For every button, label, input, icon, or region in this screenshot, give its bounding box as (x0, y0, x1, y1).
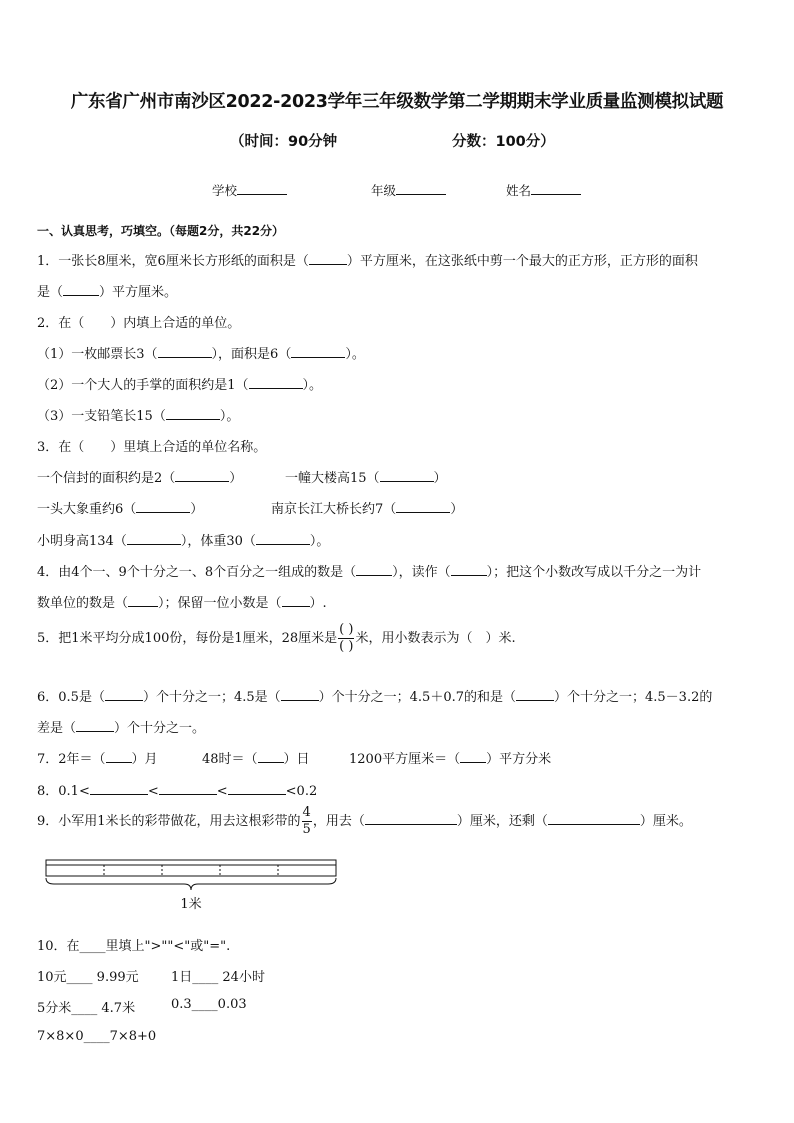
answer-blank (159, 783, 217, 795)
q4-text-f: ）. (309, 596, 327, 611)
question-9 (37, 806, 692, 837)
question-7-middle (202, 748, 310, 767)
q6-text-a: 6．0.5是（ (37, 690, 105, 705)
q8-lt-1: < (147, 784, 159, 799)
question-10-row-2-right: 0.3____0.03 (171, 997, 247, 1012)
section-heading: 一、认真思考，巧填空。（每题2分，共22分） (37, 224, 285, 238)
answer-blank (281, 689, 319, 701)
fraction-denominator: ( ) (339, 639, 354, 654)
q3-r2-text-c: 南京长江大桥长约7（ (271, 502, 397, 517)
q7-text-a: 7．2年＝（ (37, 752, 106, 767)
fraction-denominator: 5 (302, 822, 311, 837)
q9-text-b: ，用去（ (312, 814, 365, 829)
name-blank (531, 182, 581, 195)
q2-p1-text-a: （1）一枚邮票长3（ (37, 347, 158, 362)
q2-p1-text-c: ）。 (345, 347, 365, 362)
q6-text-f: ）个十分之一。 (114, 721, 206, 736)
question-2-part-1 (37, 343, 365, 362)
answer-blank (460, 751, 486, 763)
fraction-numerator: ( ) (339, 622, 354, 637)
q3-r1-text-c: 一幢大楼高15（ (285, 471, 380, 486)
question-3-row-1-right (285, 467, 447, 486)
question-4-line-2 (37, 592, 327, 611)
answer-blank (128, 595, 158, 607)
q3-r2-text-b: ） (190, 502, 204, 517)
q3-r1-text-b: ） (229, 471, 243, 486)
ribbon-outline (46, 860, 336, 876)
q7-text-f: ）平方分米 (486, 752, 552, 767)
question-6-line-1 (37, 686, 712, 705)
q4-text-a: 4．由4个一、9个十分之一、8个百分之一组成的数是（ (37, 565, 357, 580)
question-10-row-2: 5分米____ 4.7米 (37, 1001, 136, 1016)
q1-text-b: ）平方厘米，在这张纸中剪一个最大的正方形，正方形的面积 (346, 254, 698, 269)
q3-r3-text-b: ），体重30（ (180, 534, 256, 549)
q3-r1-text-d: ） (433, 471, 447, 486)
answer-blank (291, 346, 345, 358)
grade-label: 年级 (371, 183, 397, 198)
name-field (506, 181, 581, 199)
q8-lt-2: < (216, 784, 228, 799)
q2-p2-text-a: （2）一个大人的手掌的面积约是1（ (37, 378, 249, 393)
q4-text-b: ），读作（ (392, 565, 451, 580)
q3-r3-text-c: ）。 (309, 534, 330, 549)
fraction-blank (338, 623, 354, 654)
question-3-row-2-right (271, 498, 463, 517)
grade-field (371, 181, 446, 199)
answer-blank (380, 470, 434, 482)
q8-text-a: 8．0.1< (37, 784, 90, 799)
q9-text-a: 9．小军用1米长的彩带做花，用去这根彩带的 (37, 814, 301, 829)
question-10-heading: 10．在____里填上">""<"或"=". (37, 939, 231, 954)
q1-text-d: ）平方厘米。 (99, 285, 178, 300)
ribbon-diagram (44, 856, 344, 918)
question-10-row-3: 7×8×0____7×8+0 (37, 1029, 157, 1044)
q4-text-d: 数单位的数是（ (37, 596, 129, 611)
answer-blank (105, 689, 143, 701)
question-5 (37, 623, 516, 654)
q6-text-c: ）个十分之一；4.5＋0.7的和是（ (318, 690, 516, 705)
question-3-heading: 3．在（ ）里填上合适的单位名称。 (37, 440, 267, 455)
grade-blank (396, 182, 446, 195)
q2-p3-text-a: （3）一支铅笔长15（ (37, 409, 166, 424)
question-3-row-3 (37, 530, 329, 549)
answer-blank (396, 501, 450, 513)
answer-blank (516, 689, 554, 701)
q5-text-b: 米，用小数表示为（ ）米. (355, 631, 516, 646)
answer-blank (175, 470, 229, 482)
answer-blank (228, 783, 286, 795)
time-limit: （时间：90分钟 (230, 134, 338, 150)
question-2-part-2 (37, 374, 322, 393)
q3-r1-text-a: 一个信封的面积约是2（ (37, 471, 176, 486)
q8-end: <0.2 (285, 784, 318, 799)
q7-text-c: 48时＝（ (202, 752, 258, 767)
q2-p3-text-b: ）。 (219, 409, 240, 424)
name-label: 姓名 (506, 183, 532, 198)
school-blank (237, 182, 287, 195)
school-label: 学校 (212, 183, 238, 198)
q5-text-a: 5．把1米平均分成100份，每份是1厘米，28厘米是 (37, 631, 338, 646)
question-6-line-2 (37, 717, 205, 736)
q3-r3-text-a: 小明身高134（ (37, 534, 127, 549)
answer-blank (451, 564, 487, 576)
answer-blank (136, 501, 190, 513)
answer-blank (282, 595, 310, 607)
question-3-row-2 (37, 498, 203, 517)
question-8 (37, 780, 317, 799)
ribbon-length-label: 1米 (180, 897, 202, 912)
question-7-right (349, 748, 551, 767)
question-10-row-1: 10元____ 9.99元 (37, 970, 139, 985)
q1-text-a: 1．一张长8厘米，宽6厘米长方形纸的面积是（ (37, 254, 309, 269)
answer-blank (63, 284, 99, 296)
ribbon-brace (46, 878, 336, 890)
q2-p1-text-b: ），面积是6（ (211, 347, 292, 362)
answer-blank (258, 751, 284, 763)
q6-text-e: 差是（ (37, 721, 77, 736)
answer-blank (356, 564, 392, 576)
answer-blank (90, 783, 148, 795)
q4-text-e: ）；保留一位小数是（ (158, 596, 282, 611)
answer-blank (365, 813, 457, 825)
q6-text-b: ）个十分之一；4.5是（ (142, 690, 281, 705)
answer-blank (256, 533, 310, 545)
school-field (212, 181, 287, 199)
q9-text-d: ）厘米。 (639, 814, 692, 829)
q7-text-e: 1200平方厘米＝（ (349, 752, 461, 767)
q6-text-d: ）个十分之一；4.5－3.2的 (554, 690, 713, 705)
answer-blank (127, 533, 181, 545)
answer-blank (76, 720, 114, 732)
question-1-line-2 (37, 281, 177, 300)
question-2-part-3 (37, 405, 239, 424)
q3-r2-text-a: 一头大象重约6（ (37, 502, 137, 517)
question-3-row-1 (37, 467, 242, 486)
question-2-heading: 2．在（ ）内填上合适的单位。 (37, 316, 241, 331)
q2-p2-text-b: ）。 (302, 378, 323, 393)
q7-text-d: ）日 (283, 752, 310, 767)
answer-blank (158, 346, 212, 358)
page-title: 广东省广州市南沙区2022-2023学年三年级数学第二学期期末学业质量监测模拟试题 (70, 92, 724, 112)
question-1-line-1 (37, 250, 698, 269)
q1-text-c: 是（ (37, 285, 64, 300)
q3-r2-text-d: ） (450, 502, 464, 517)
question-10-row-1-right: 1日____ 24小时 (171, 970, 265, 985)
total-score: 分数：100分） (452, 134, 555, 150)
answer-blank (106, 751, 132, 763)
answer-blank (166, 408, 220, 420)
answer-blank (548, 813, 640, 825)
q4-text-c: ）；把这个小数改写成以千分之一为计 (486, 565, 702, 580)
answer-blank (249, 377, 303, 389)
q7-text-b: ）月 (131, 752, 158, 767)
answer-blank (309, 253, 347, 265)
fraction-numerator: 4 (302, 805, 311, 820)
fraction (302, 806, 312, 837)
q9-text-c: ）厘米，还剩（ (456, 814, 548, 829)
question-7 (37, 748, 158, 767)
question-4-line-1 (37, 561, 701, 580)
